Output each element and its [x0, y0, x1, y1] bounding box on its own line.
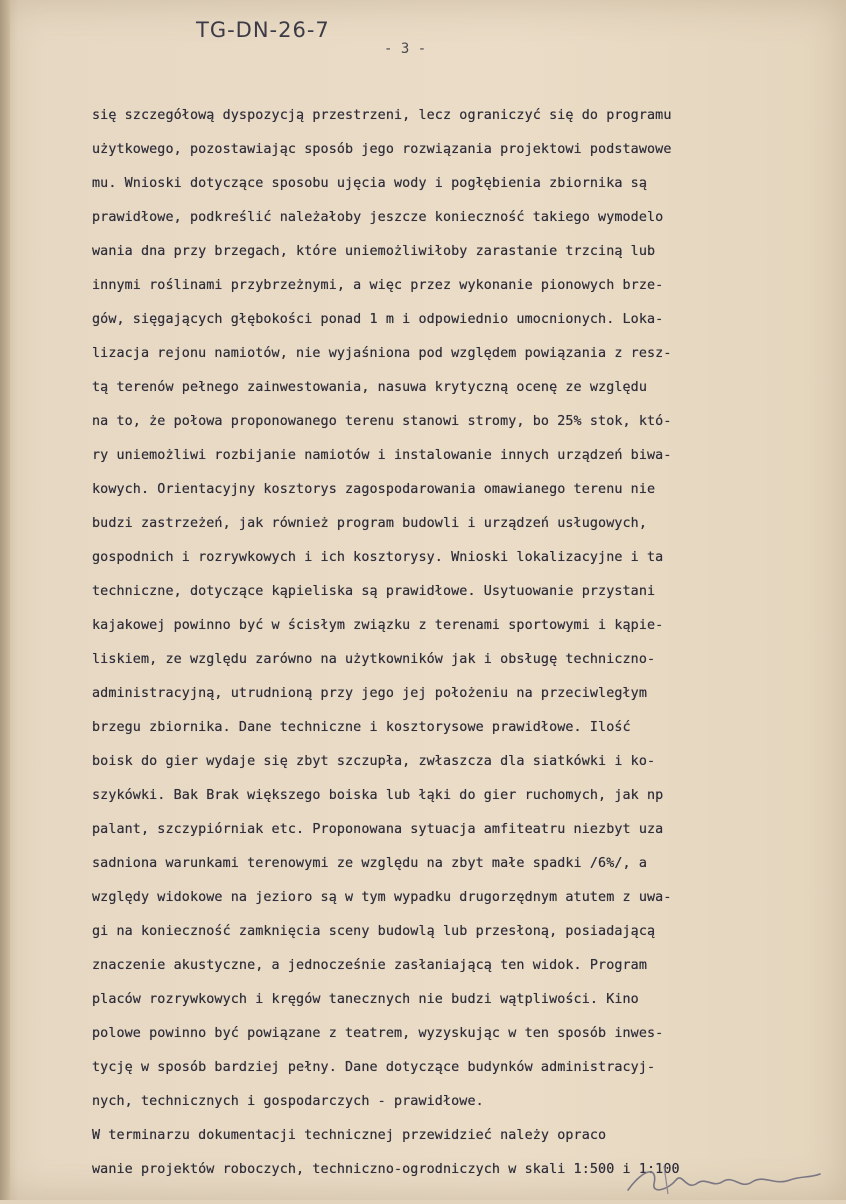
text-line: tą terenów pełnego zainwestowania, nasuwa krytyczną ocenę ze względu — [92, 380, 648, 395]
text-line: kajakowej powinno być w ścisłym związku z terenami sportowymi i kąpie- — [92, 618, 664, 633]
text-line: budzi zastrzeżeń, jak również program budowli i urządzeń usługowych, — [92, 516, 648, 531]
text-line: kowych. Orientacyjny kosztorys zagospodarowania omawianego terenu nie — [92, 482, 656, 497]
text-line: techniczne, dotyczące kąpieliska są prawidłowe. Usytuowanie przystani — [92, 584, 656, 599]
text-line: użytkowego, pozostawiając sposób jego rozwiązania projektowi podstawowe — [92, 142, 672, 157]
text-line: prawidłowe, podkreślić należałoby jeszcze konieczność takiego wymodelo — [92, 210, 664, 225]
text-line: sadniona warunkami terenowymi ze względu na zbyt małe spadki /6%/, a — [92, 856, 648, 871]
text-line: polowe powinno być powiązane z teatrem, wyzyskując w ten sposób inwes- — [92, 1026, 664, 1041]
text-line: innymi roślinami przybrzeżnymi, a więc przez wykonanie pionowych brze- — [92, 278, 664, 293]
text-line: palant, szczypiórniak etc. Proponowana sytuacja amfiteatru niezbyt uza — [92, 822, 664, 837]
text-line: gów, sięgających głębokości ponad 1 m i odpowiednio umocnionych. Loka- — [92, 312, 664, 327]
page-number: - 3 - — [384, 41, 427, 57]
text-line: gospodnich i rozrywkowych i ich kosztorysy. Wnioski lokalizacyjne i ta — [92, 550, 664, 565]
text-line: względy widokowe na jezioro są w tym wypadku drugorzędnym atutem z uwa- — [92, 890, 672, 905]
text-line: brzegu zbiornika. Dane techniczne i kosztorysowe prawidłowe. Ilość — [92, 720, 631, 735]
text-line: wania dna przy brzegach, które uniemożliwiłoby zarastanie trzciną lub — [92, 244, 656, 259]
text-line: administracyjną, utrudnioną przy jego jej położeniu na przeciwległym — [92, 686, 648, 701]
text-line: liskiem, ze względu zarówno na użytkowników jak i obsługę techniczno- — [92, 652, 656, 667]
text-line: lizacja rejonu namiotów, nie wyjaśniona pod względem powiązania z resz- — [92, 346, 672, 361]
text-line: boisk do gier wydaje się zbyt szczupła, zwłaszcza dla siatkówki i ko- — [92, 754, 656, 769]
text-line: ry uniemożliwi rozbijanie namiotów i instalowanie innych urządzeń biwa- — [92, 448, 672, 463]
text-line: tycję w sposób bardziej pełny. Dane dotyczące budynków administracyj- — [92, 1060, 656, 1075]
text-line: gi na konieczność zamknięcia sceny budowlą lub przesłoną, posiadającą — [92, 924, 656, 939]
text-line: wanie projektów roboczych, techniczno-ogrodniczych w skali 1:500 i 1:100 — [92, 1162, 680, 1177]
text-line: W terminarzu dokumentacji technicznej przewidzieć należy opraco — [92, 1128, 607, 1143]
text-line: się szczegółową dyspozycją przestrzeni, lecz ograniczyć się do programu — [92, 108, 672, 123]
text-line: placów rozrywkowych i kręgów tanecznych nie budzi wątpliwości. Kino — [92, 992, 639, 1007]
paper-edge — [0, 0, 10, 1200]
text-line: mu. Wnioski dotyczące sposobu ujęcia wody i pogłębienia zbiornika są — [92, 176, 648, 191]
text-line: nych, technicznych i gospodarczych - prawidłowe. — [92, 1094, 484, 1109]
reference-code: TG-DN-26-7 — [196, 18, 330, 42]
text-line: na to, że połowa proponowanego terenu stanowi stromy, bo 25% stok, któ- — [92, 414, 672, 429]
body-text — [92, 104, 832, 1192]
text-line: znaczenie akustyczne, a jednocześnie zasłaniającą ten widok. Program — [92, 958, 648, 973]
text-line: szykówki. Bak Brak większego boiska lub łąki do gier ruchomych, jak np — [92, 788, 664, 803]
signature-icon — [624, 1160, 824, 1200]
